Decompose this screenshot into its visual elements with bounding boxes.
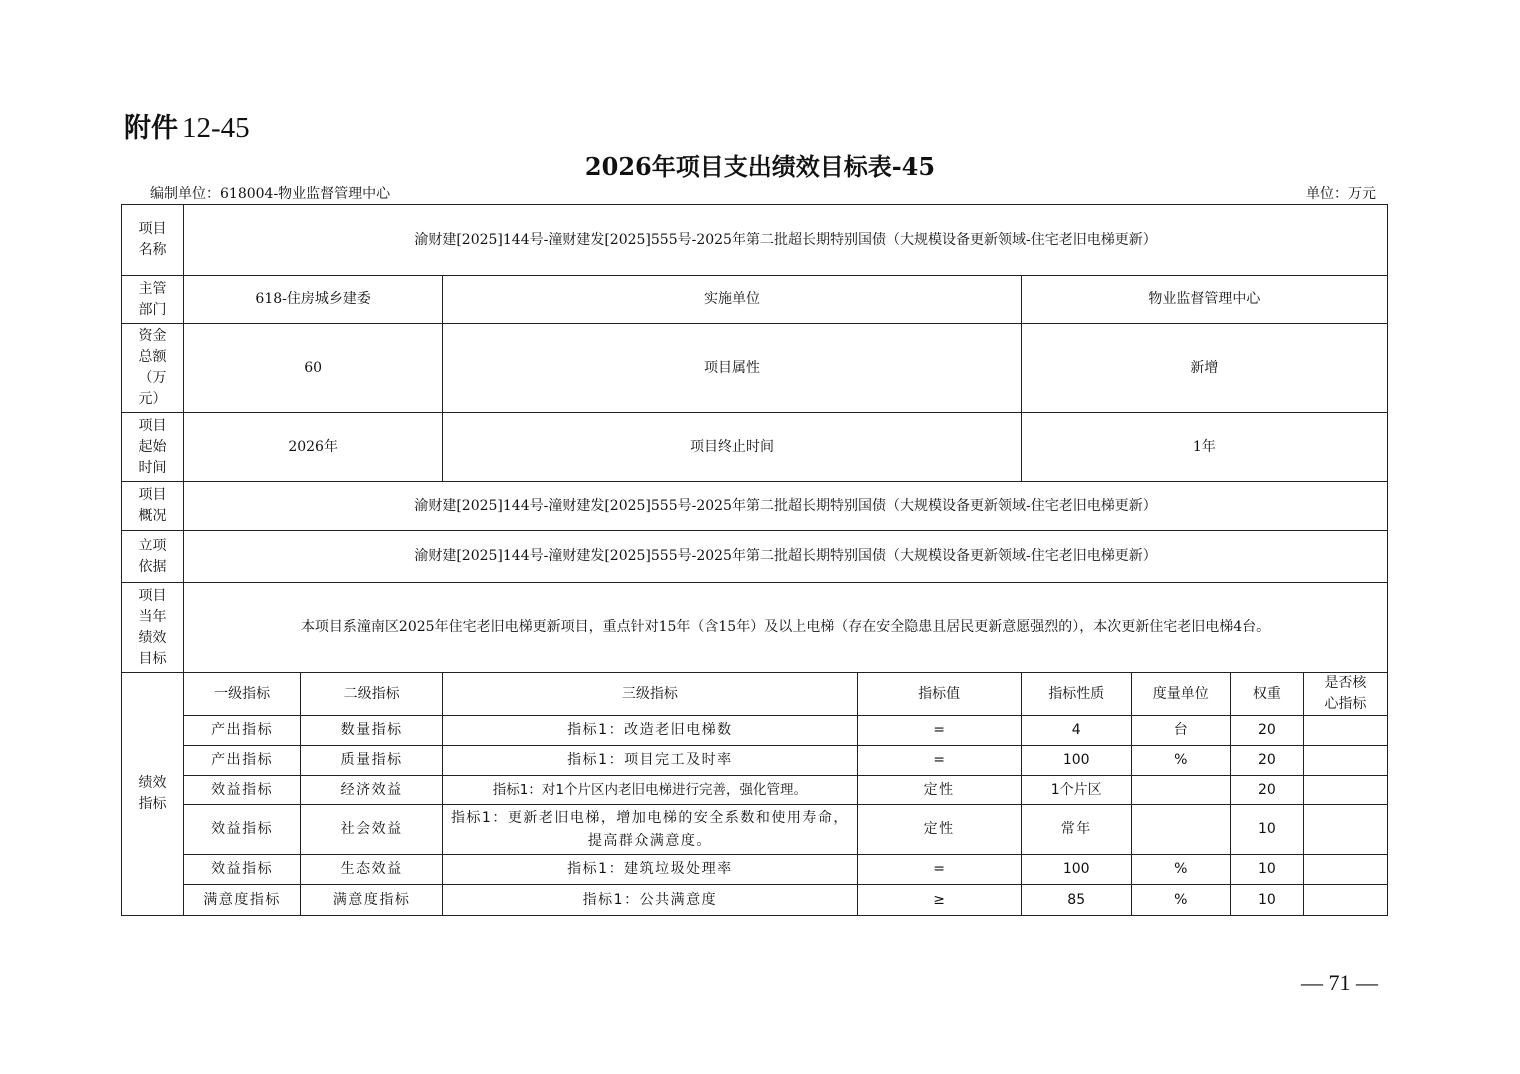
row-value: ≥ (857, 885, 1021, 916)
fund-value: 60 (184, 324, 443, 413)
table-row (122, 716, 1388, 746)
dept-label: 主管 部门 (122, 276, 184, 324)
page-number: — 71 — (1301, 970, 1378, 995)
end-value: 1年 (1021, 413, 1387, 482)
row-level1: 产出指标 (184, 716, 301, 746)
attachment-number: 12-45 (182, 112, 250, 144)
start-value: 2026年 (184, 413, 443, 482)
fund-label: 资金 总额 （万 元） (122, 324, 184, 413)
row-nature: 1个片区 (1021, 776, 1131, 805)
attachment-prefix: 附件 (124, 113, 178, 144)
row-weight: 10 (1230, 885, 1303, 916)
header-value: 指标值 (857, 673, 1021, 716)
row-core (1303, 746, 1387, 776)
attr-value: 新增 (1021, 324, 1387, 413)
impl-value: 物业监督管理中心 (1021, 276, 1387, 324)
row-core (1303, 805, 1387, 855)
attr-label: 项目属性 (443, 324, 1021, 413)
row-nature: 常年 (1021, 805, 1131, 855)
row-level2: 生态效益 (301, 855, 443, 885)
basis-value: 渝财建[2025]144号-潼财建发[2025]555号-2025年第二批超长期特别国债（大规模设备更新领域-住宅老旧电梯更新） (184, 531, 1388, 583)
project-name-label: 项目 名称 (122, 205, 184, 276)
project-name: 渝财建[2025]144号-潼财建发[2025]555号-2025年第二批超长期特别国债（大规模设备更新领域-住宅老旧电梯更新） (184, 205, 1388, 276)
dept-value: 618-住房城乡建委 (184, 276, 443, 324)
row-nature: 100 (1021, 746, 1131, 776)
table-row (122, 805, 1388, 855)
header-level2: 二级指标 (301, 673, 443, 716)
row-core (1303, 776, 1387, 805)
row-weight: 20 (1230, 716, 1303, 746)
row-level2: 满意度指标 (301, 885, 443, 916)
money-unit: 单位：万元 (1306, 186, 1376, 202)
page-title: 2026年项目支出绩效目标表-45 (584, 152, 936, 181)
row-level1: 效益指标 (184, 776, 301, 805)
header-level1: 一级指标 (184, 673, 301, 716)
row-nature: 4 (1021, 716, 1131, 746)
performance-table (121, 204, 1388, 916)
row-value: 定性 (857, 805, 1021, 855)
row-level3: 指标1：对1个片区内老旧电梯进行完善，强化管理。 (443, 776, 857, 805)
row-weight: 10 (1230, 855, 1303, 885)
row-level3: 指标1：项目完工及时率 (443, 746, 857, 776)
impl-label: 实施单位 (443, 276, 1021, 324)
row-level3: 指标1：更新老旧电梯，增加电梯的安全系数和使用寿命，提高群众满意度。 (443, 805, 857, 855)
row-nature: 85 (1021, 885, 1131, 916)
attachment-label (124, 106, 250, 145)
row-value: = (857, 746, 1021, 776)
row-level2: 社会效益 (301, 805, 443, 855)
header-unit: 度量单位 (1131, 673, 1230, 716)
table-row (122, 776, 1388, 805)
row-unit (1131, 776, 1230, 805)
row-level1: 产出指标 (184, 746, 301, 776)
goal-value: 本项目系潼南区2025年住宅老旧电梯更新项目，重点针对15年（含15年）及以上电梯（存在安全隐患且居民更新意愿强烈的），本次更新住宅老旧电梯4台。 (184, 583, 1388, 673)
row-unit: % (1131, 855, 1230, 885)
row-level3: 指标1：改造老旧电梯数 (443, 716, 857, 746)
row-unit: % (1131, 885, 1230, 916)
row-value: = (857, 855, 1021, 885)
row-level2: 质量指标 (301, 746, 443, 776)
row-weight: 10 (1230, 805, 1303, 855)
row-level2: 经济效益 (301, 776, 443, 805)
row-value: = (857, 716, 1021, 746)
row-core (1303, 885, 1387, 916)
row-level3: 指标1：公共满意度 (443, 885, 857, 916)
row-level1: 效益指标 (184, 855, 301, 885)
perf-label: 绩效 指标 (122, 673, 184, 916)
start-label: 项目 起始 时间 (122, 413, 184, 482)
row-level1: 满意度指标 (184, 885, 301, 916)
table-row (122, 855, 1388, 885)
row-unit (1131, 805, 1230, 855)
header-weight: 权重 (1230, 673, 1303, 716)
table-row (122, 885, 1388, 916)
header-level3: 三级指标 (443, 673, 857, 716)
basis-label: 立项 依据 (122, 531, 184, 583)
row-level1: 效益指标 (184, 805, 301, 855)
row-unit: 台 (1131, 716, 1230, 746)
row-level3: 指标1：建筑垃圾处理率 (443, 855, 857, 885)
row-level2: 数量指标 (301, 716, 443, 746)
row-core (1303, 716, 1387, 746)
overview-value: 渝财建[2025]144号-潼财建发[2025]555号-2025年第二批超长期特别国债（大规模设备更新领域-住宅老旧电梯更新） (184, 482, 1388, 531)
table-row (122, 746, 1388, 776)
goal-label: 项目 当年 绩效 目标 (122, 583, 184, 673)
row-value: 定性 (857, 776, 1021, 805)
row-nature: 100 (1021, 855, 1131, 885)
row-weight: 20 (1230, 746, 1303, 776)
row-unit: % (1131, 746, 1230, 776)
compiler-unit: 编制单位：618004-物业监督管理中心 (150, 186, 391, 202)
row-core (1303, 855, 1387, 885)
row-weight: 20 (1230, 776, 1303, 805)
header-core: 是否核 心指标 (1303, 673, 1387, 716)
overview-label: 项目 概况 (122, 482, 184, 531)
end-label: 项目终止时间 (443, 413, 1021, 482)
header-nature: 指标性质 (1021, 673, 1131, 716)
